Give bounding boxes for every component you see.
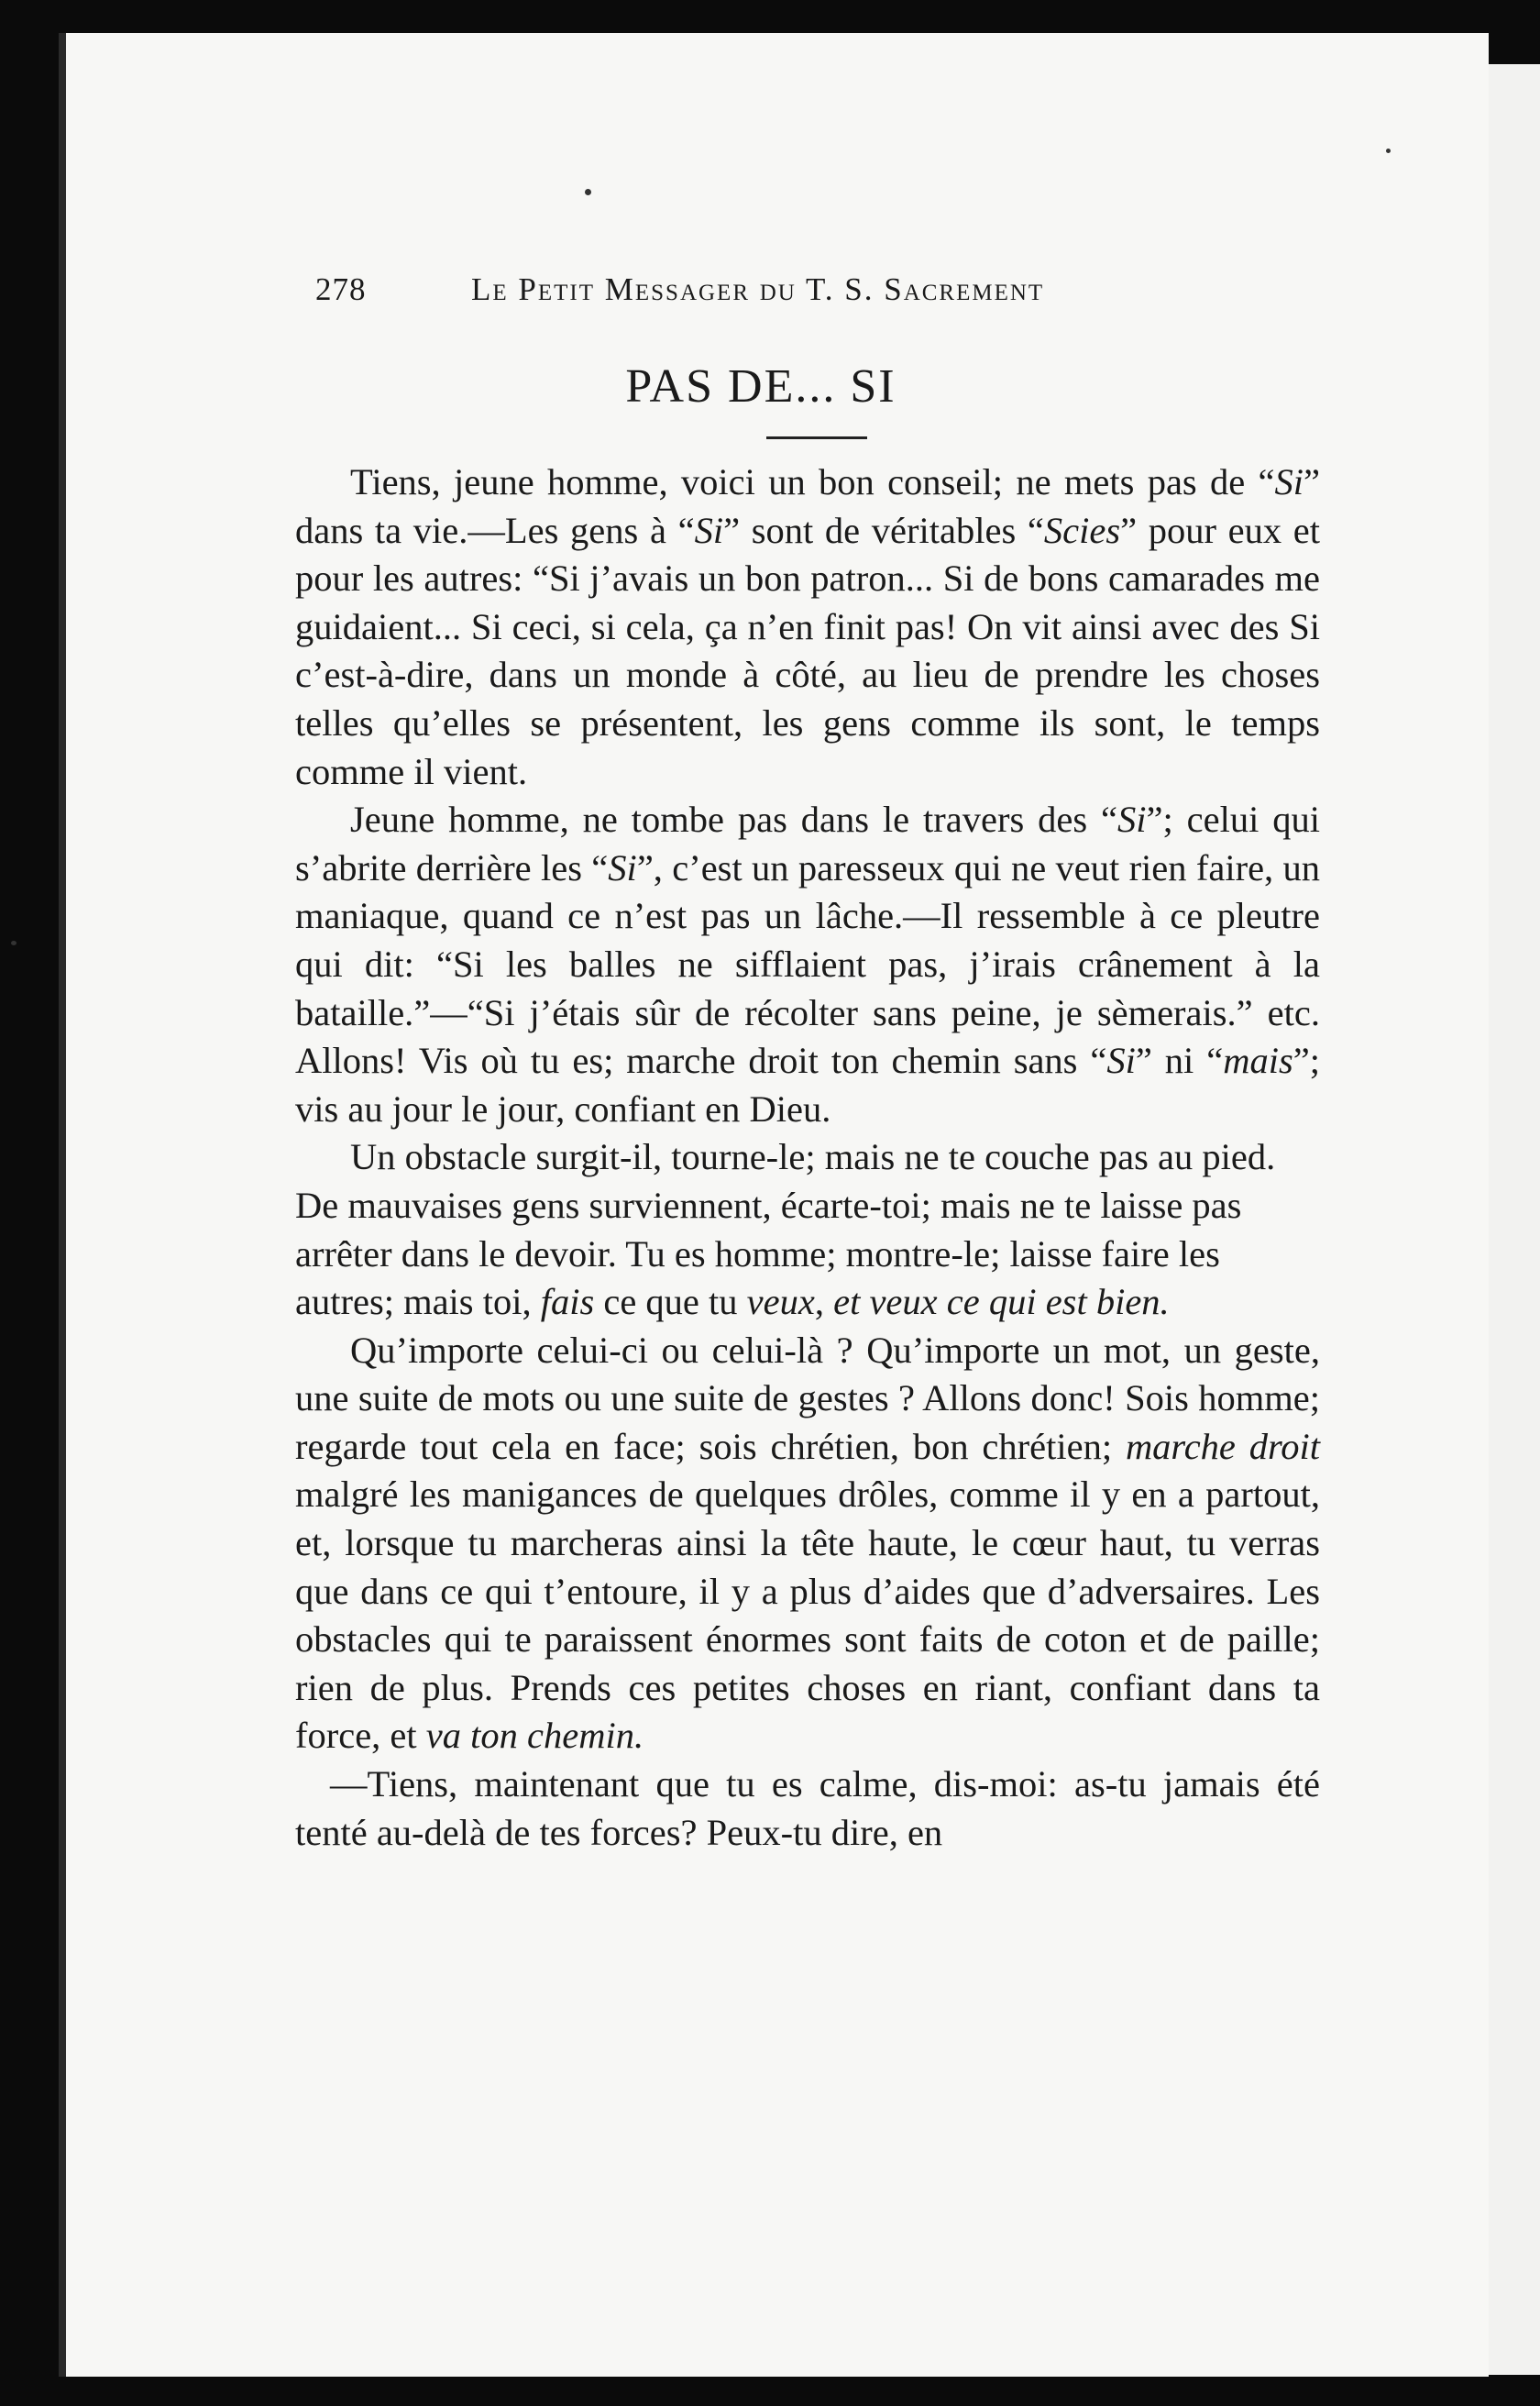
article-body [295, 458, 1320, 1857]
page-number: 278 [315, 271, 367, 307]
paragraph-3: Un obstacle surgit-il, tourne-le; mais ne te couche pas au pied. De mauvaises gens surviennent, écarte-toi; mais ne te laisse pas arrêter dans le devoir. Tu es homme; montre-le; laisse faire les autres; mais toi, fais ce que tu veux, et veux ce qui est bien. [295, 1136, 1276, 1323]
scan-speck [11, 941, 16, 945]
paragraph-1: Tiens, jeune homme, voici un bon conseil; ne mets pas de “Si” dans ta vie.—Les gens à “Si” sont de véritables “Scies” pour eux et pour les autres: “Si j’avais un bon patron... Si de bons camarades me guidaient... Si ceci, si cela, ça n’en finit pas! On vit ainsi avec des Si c’est-à-dire, dans un monde à côté, au lieu de prendre les choses telles qu’elles se présentent, les gens comme ils sont, le temps comme il vient. [295, 461, 1321, 792]
scan-bottom-border [0, 2377, 1540, 2406]
title-rule [766, 436, 867, 439]
paragraph-5: —Tiens, maintenant que tu es calme, dis-moi: as-tu jamais été tenté au-delà de tes forces? Peux-tu dire, en [295, 1763, 1320, 1853]
running-head-title: Le Petit Messager du T. S. Sacrement [471, 271, 1045, 307]
running-head [315, 271, 1177, 317]
scan-speck [585, 189, 591, 195]
paragraph-2: Jeune homme, ne tombe pas dans le travers des “Si”; celui qui s’abrite derrière les “Si”, c’est un paresseux qui ne veut rien faire, un maniaque, quand ce n’est pas un lâche.—Il ressemble à ce pleutre qui dit: “Si les balles ne sifflaient pas, j’irais crânement à la bataille.”—“Si j’étais sûr de récolter sans peine, je sèmerais.” etc. Allons! Vis où tu es; marche droit ton chemin sans “Si” ni “mais”; vis au jour le jour, confiant en Dieu. [295, 799, 1321, 1130]
article-title: PAS DE... SI [625, 360, 896, 413]
scan-speck [1386, 149, 1391, 153]
paragraph-4: Qu’importe celui-ci ou celui-là ? Qu’importe un mot, un geste, une suite de mots ou une suite de gestes ? Allons donc! Sois homme; regarde tout cela en face; sois chrétien, bon chrétien; marche droit malgré les manigances de quelques drôles, comme il y en a partout, et, lorsque tu marcheras ainsi la tête haute, le cœur haut, tu verras que dans ce qui t’entoure, il y a plus d’aides que d’adversaires. Les obstacles qui te paraissent énormes sont faits de coton et de paille; rien de plus. Prends ces petites choses en riant, confiant dans ta force, et va ton chemin. [295, 1329, 1320, 1757]
